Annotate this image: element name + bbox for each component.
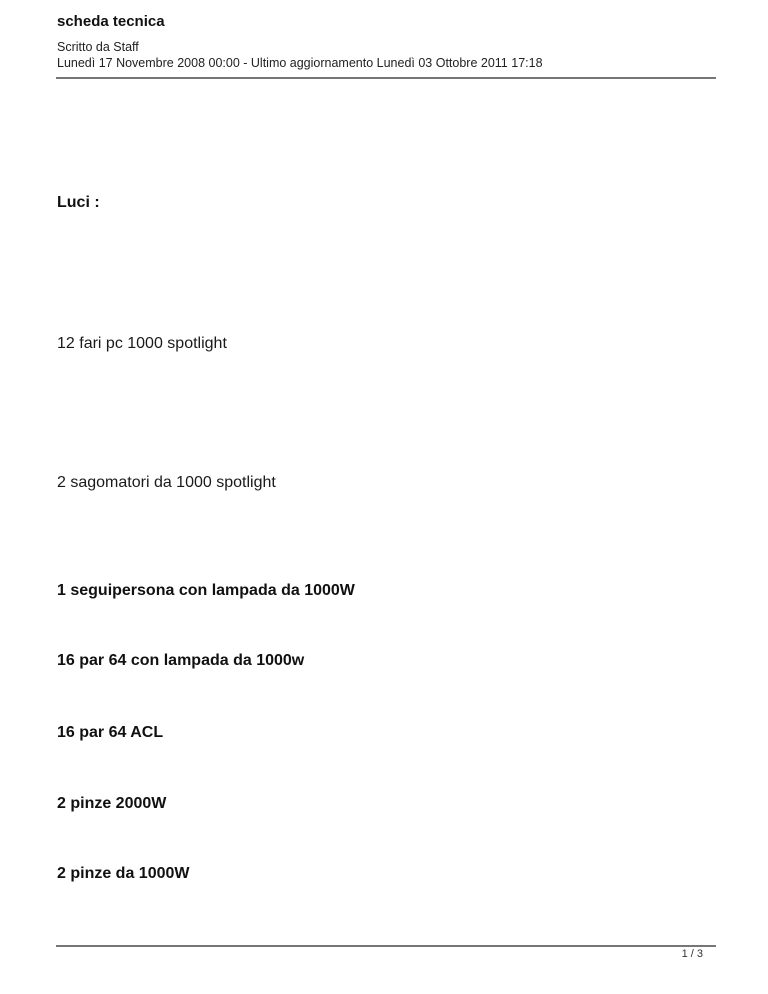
list-item: 16 par 64 ACL [57,724,164,741]
list-item: 2 pinze 2000W [57,795,167,812]
footer-divider [56,945,716,947]
list-item: 1 seguipersona con lampada da 1000W [57,582,355,599]
author-line: Scritto da Staff [57,40,139,54]
section-heading-luci: Luci : [57,194,100,211]
list-item: 2 sagomatori da 1000 spotlight [57,474,276,491]
list-item: 12 fari pc 1000 spotlight [57,335,227,352]
list-item: 16 par 64 con lampada da 1000w [57,652,305,669]
date-line: Lunedì 17 Novembre 2008 00:00 - Ultimo aggiornamento Lunedì 03 Ottobre 2011 17:18 [57,56,543,70]
page-number: 1 / 3 [681,948,703,960]
header-divider [56,77,716,79]
page-title: scheda tecnica [57,13,165,30]
list-item: 2 pinze da 1000W [57,865,190,882]
